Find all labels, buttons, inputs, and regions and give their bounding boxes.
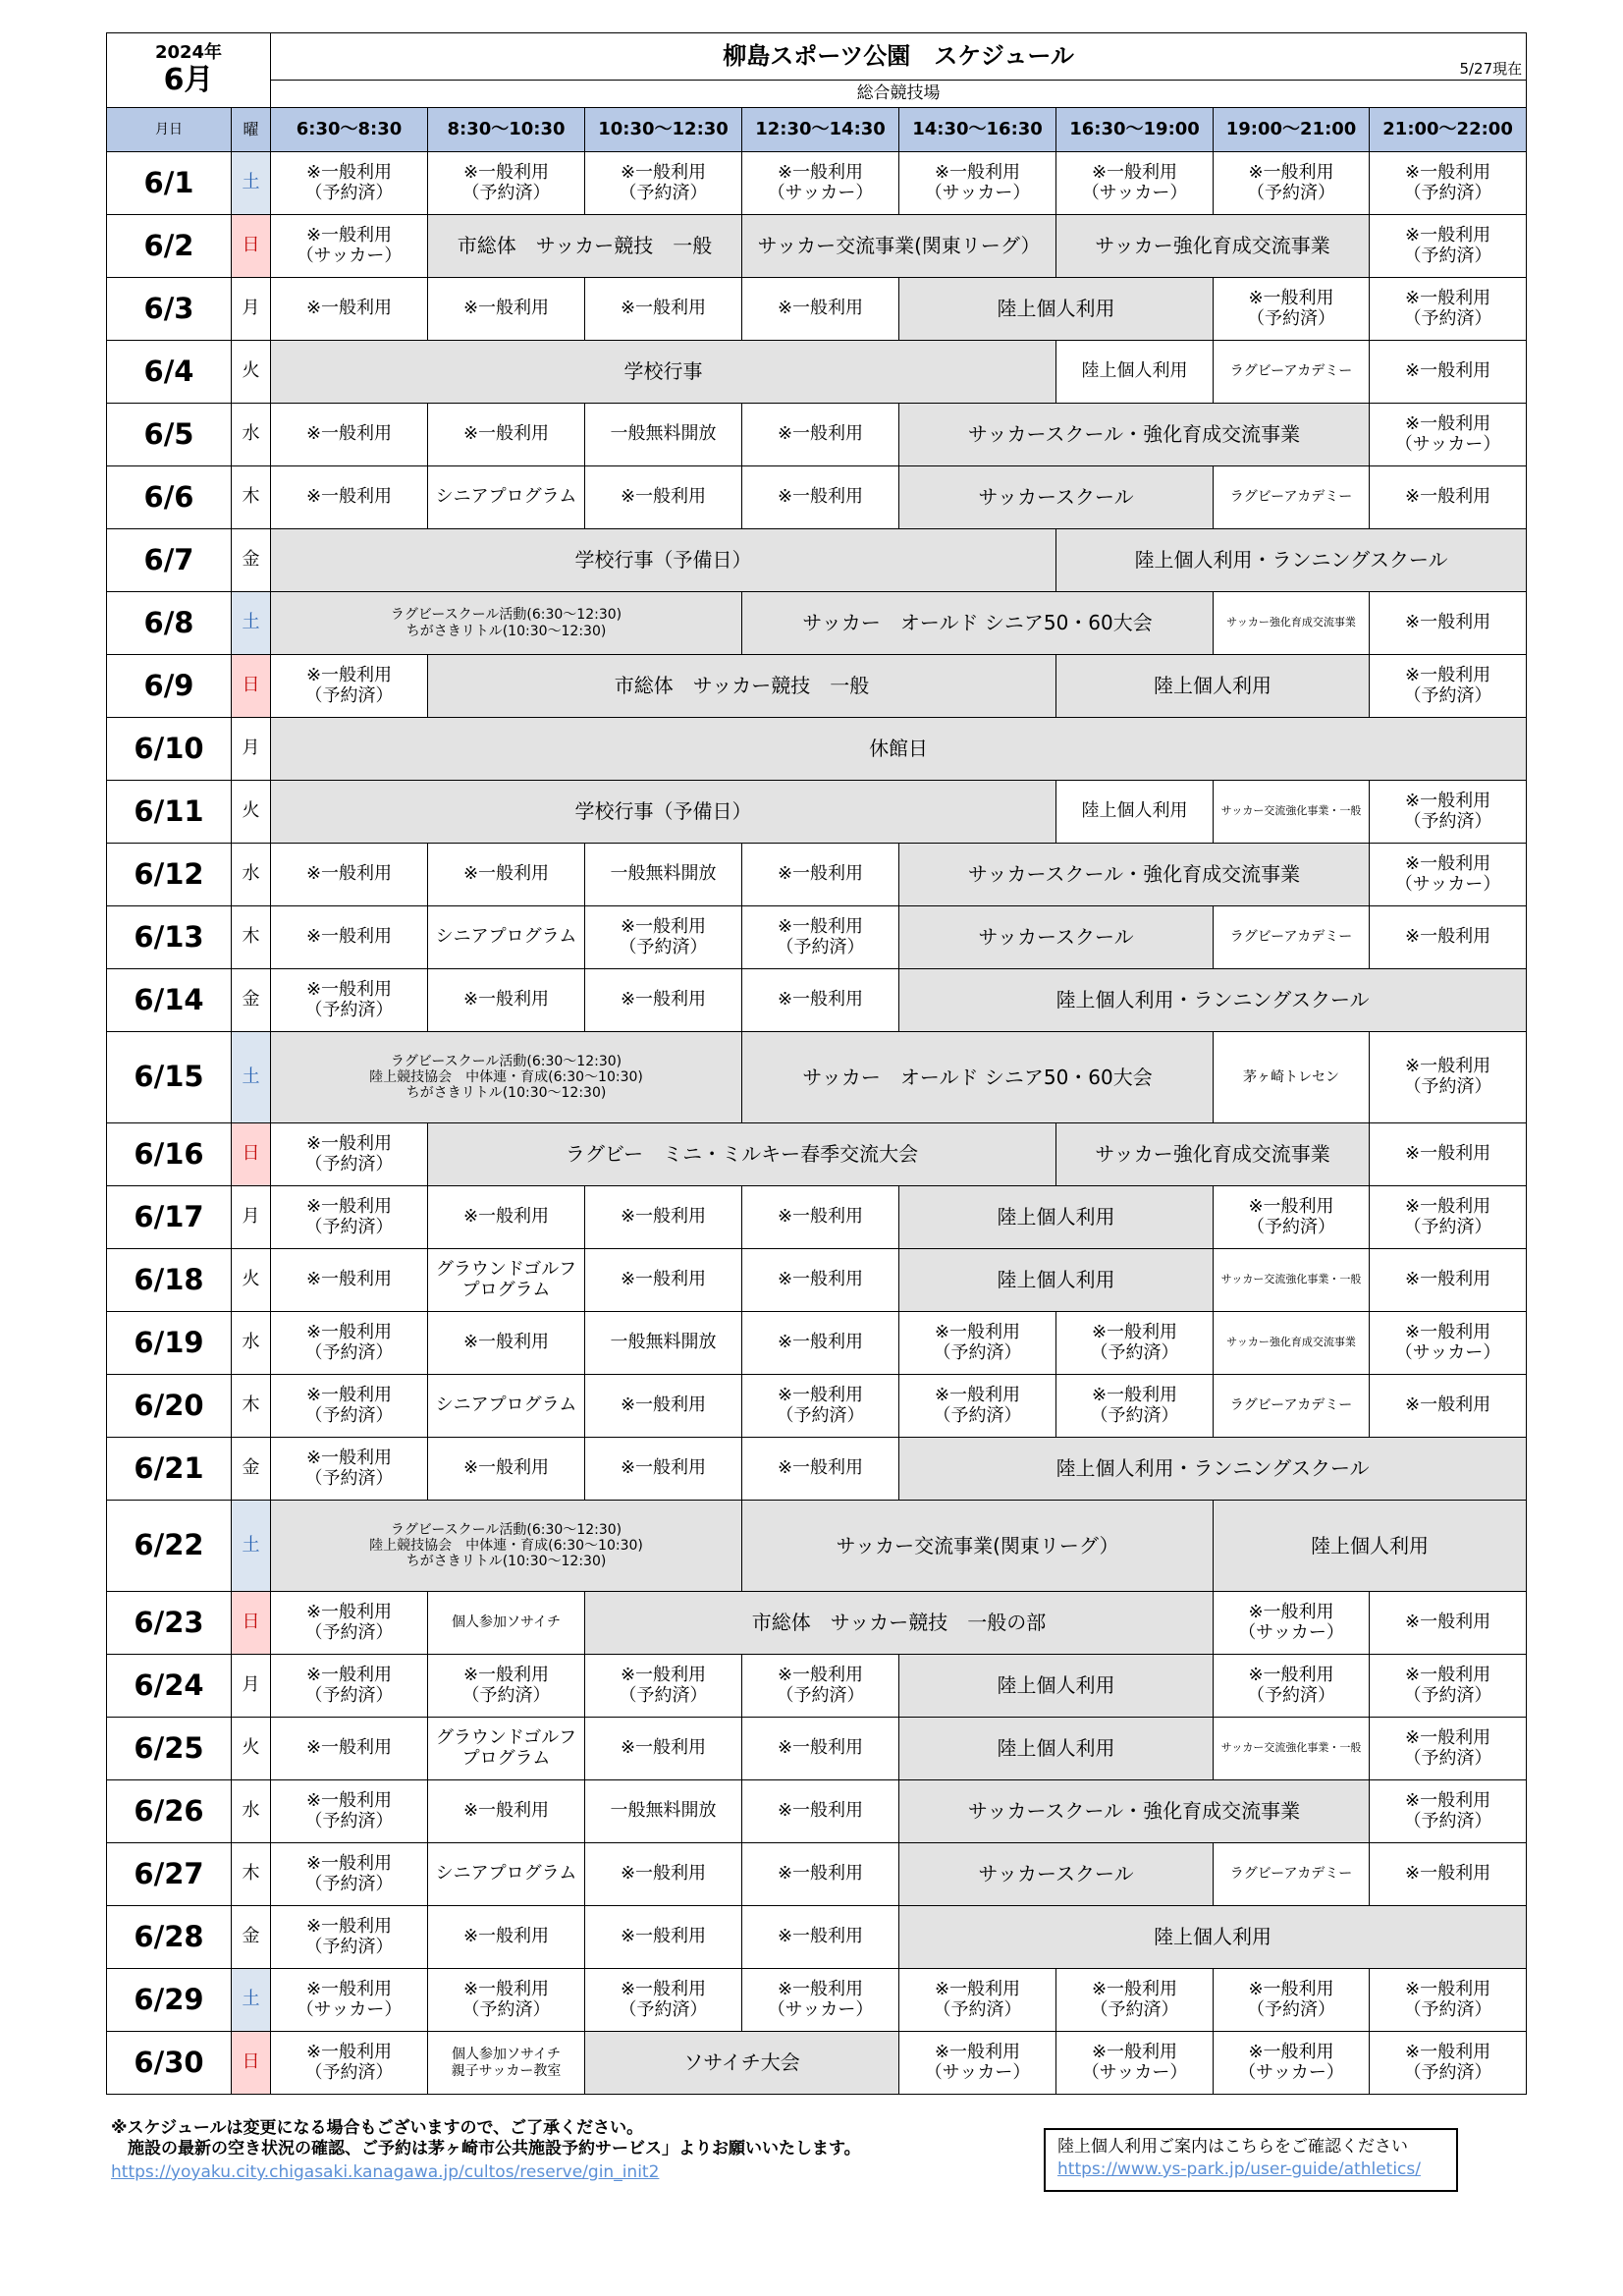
schedule-cell: 一般無料開放 bbox=[585, 404, 742, 466]
schedule-cell: ※一般利用 （予約済） bbox=[585, 1655, 742, 1718]
schedule-cell: ※一般利用 bbox=[271, 1718, 428, 1780]
schedule-cell: ※一般利用 （予約済） bbox=[899, 1969, 1056, 2032]
schedule-cell: ラグビーアカデミー bbox=[1214, 341, 1370, 404]
schedule-cell: 陸上個人利用 bbox=[1056, 781, 1214, 844]
table-row bbox=[107, 1123, 1527, 1186]
schedule-cell: グラウンドゴルフ プログラム bbox=[428, 1718, 585, 1780]
schedule-cell: サッカースクール・強化育成交流事業 bbox=[899, 404, 1370, 466]
schedule-cell: ※一般利用 bbox=[585, 969, 742, 1032]
row-weekday: 月 bbox=[232, 1655, 271, 1718]
footer-note-line: 施設の最新の空き状況の確認、ご予約は茅ヶ崎市公共施設予約サービス」よりお願いいたします。 bbox=[111, 2139, 861, 2159]
schedule-cell: 陸上個人利用・ランニングスクール bbox=[899, 1438, 1527, 1501]
schedule-cell: ※一般利用 bbox=[585, 1249, 742, 1312]
schedule-cell: ※一般利用 （予約済） bbox=[1370, 1969, 1527, 2032]
schedule-cell: サッカー強化育成交流事業 bbox=[1056, 215, 1370, 278]
row-date: 6/12 bbox=[107, 844, 232, 906]
schedule-cell: ※一般利用 （予約済） bbox=[271, 1312, 428, 1375]
schedule-cell: 陸上個人利用 bbox=[1056, 655, 1370, 718]
schedule-cell: ※一般利用 （予約済） bbox=[271, 1375, 428, 1438]
schedule-cell: 陸上個人利用 bbox=[899, 1655, 1214, 1718]
schedule-cell: ※一般利用 （予約済） bbox=[1056, 1312, 1214, 1375]
schedule-cell: ※一般利用 bbox=[742, 1906, 899, 1969]
row-weekday: 日 bbox=[232, 2032, 271, 2095]
schedule-table bbox=[106, 32, 1527, 2095]
row-weekday: 土 bbox=[232, 592, 271, 655]
schedule-cell: サッカースクール bbox=[899, 1843, 1214, 1906]
schedule-cell: ※一般利用 （予約済） bbox=[1370, 1655, 1527, 1718]
schedule-cell: 一般無料開放 bbox=[585, 1312, 742, 1375]
reservation-link[interactable]: https://yoyaku.city.chigasaki.kanagawa.jp/cultos/reserve/gin_init2 bbox=[111, 2162, 660, 2182]
schedule-cell: 陸上個人利用 bbox=[899, 1249, 1214, 1312]
schedule-cell: ※一般利用 bbox=[271, 466, 428, 529]
schedule-cell: ※一般利用 bbox=[742, 1186, 899, 1249]
schedule-cell: ※一般利用 （予約済） bbox=[742, 1655, 899, 1718]
row-weekday: 土 bbox=[232, 1969, 271, 2032]
schedule-cell: ※一般利用 （予約済） bbox=[271, 2032, 428, 2095]
table-row bbox=[107, 1906, 1527, 1969]
schedule-cell: ※一般利用 bbox=[585, 1906, 742, 1969]
schedule-cell: ラグビーアカデミー bbox=[1214, 1375, 1370, 1438]
schedule-cell: ※一般利用 （サッカー） bbox=[742, 1969, 899, 2032]
schedule-cell: ※一般利用 （予約済） bbox=[271, 1592, 428, 1655]
row-weekday: 土 bbox=[232, 1501, 271, 1592]
row-weekday: 月 bbox=[232, 718, 271, 781]
row-weekday: 金 bbox=[232, 529, 271, 592]
schedule-cell: サッカー強化育成交流事業 bbox=[1056, 1123, 1370, 1186]
schedule-cell: ※一般利用 （予約済） bbox=[585, 152, 742, 215]
schedule-cell: ※一般利用 bbox=[428, 1186, 585, 1249]
slot-header: 10:30～12:30 bbox=[585, 108, 742, 152]
row-weekday: 火 bbox=[232, 341, 271, 404]
schedule-cell: ※一般利用 （サッカー） bbox=[271, 1969, 428, 2032]
schedule-cell: ※一般利用 bbox=[428, 1438, 585, 1501]
table-row bbox=[107, 1780, 1527, 1843]
table-row bbox=[107, 1186, 1527, 1249]
schedule-cell: 休館日 bbox=[271, 718, 1527, 781]
schedule-cell: ※一般利用 （予約済） bbox=[271, 1780, 428, 1843]
row-date: 6/24 bbox=[107, 1655, 232, 1718]
schedule-cell: ※一般利用 （サッカー） bbox=[1056, 2032, 1214, 2095]
schedule-cell: ラグビー ミニ・ミルキー春季交流大会 bbox=[428, 1123, 1056, 1186]
table-row bbox=[107, 1592, 1527, 1655]
row-weekday: 日 bbox=[232, 1592, 271, 1655]
row-weekday: 木 bbox=[232, 1843, 271, 1906]
schedule-cell: 一般無料開放 bbox=[585, 844, 742, 906]
schedule-cell: ※一般利用 （予約済） bbox=[1370, 278, 1527, 341]
schedule-cell: ※一般利用 bbox=[742, 1312, 899, 1375]
schedule-cell: ※一般利用 （予約済） bbox=[1370, 781, 1527, 844]
row-date: 6/11 bbox=[107, 781, 232, 844]
schedule-cell: ※一般利用 （予約済） bbox=[428, 1655, 585, 1718]
schedule-cell: 陸上個人利用 bbox=[1056, 341, 1214, 404]
schedule-cell: ※一般利用 bbox=[742, 844, 899, 906]
table-row bbox=[107, 1501, 1527, 1592]
date-column-header: 月日 bbox=[107, 108, 232, 152]
schedule-cell: ※一般利用 （サッカー） bbox=[899, 152, 1056, 215]
as-of-date: 5/27現在 bbox=[1459, 59, 1523, 78]
row-weekday: 金 bbox=[232, 1438, 271, 1501]
weekday-column-header: 曜 bbox=[232, 108, 271, 152]
schedule-cell: ※一般利用 bbox=[428, 278, 585, 341]
row-weekday: 土 bbox=[232, 1032, 271, 1123]
schedule-cell: 市総体 サッカー競技 一般 bbox=[428, 215, 742, 278]
schedule-cell: ※一般利用 bbox=[271, 906, 428, 969]
schedule-cell: ※一般利用 bbox=[585, 1438, 742, 1501]
row-date: 6/7 bbox=[107, 529, 232, 592]
row-weekday: 木 bbox=[232, 466, 271, 529]
schedule-cell: ※一般利用 （予約済） bbox=[271, 1906, 428, 1969]
schedule-cell: サッカー オールド シニア50・60大会 bbox=[742, 1032, 1214, 1123]
year-month-cell bbox=[107, 33, 271, 108]
row-date: 6/9 bbox=[107, 655, 232, 718]
schedule-cell: サッカースクール bbox=[899, 466, 1214, 529]
schedule-cell: ※一般利用 bbox=[428, 969, 585, 1032]
page-title: 柳島スポーツ公園 スケジュール bbox=[723, 41, 1074, 70]
schedule-cell: サッカー交流強化事業・一般 bbox=[1214, 1718, 1370, 1780]
table-row bbox=[107, 1032, 1527, 1123]
schedule-cell: ※一般利用 （サッカー） bbox=[1370, 844, 1527, 906]
footer-note-line: ※スケジュールは変更になる場合もございますので、ご了承ください。 bbox=[111, 2118, 644, 2138]
schedule-cell: ※一般利用 bbox=[742, 1718, 899, 1780]
row-date: 6/5 bbox=[107, 404, 232, 466]
schedule-cell: ※一般利用 bbox=[1370, 906, 1527, 969]
schedule-cell: ※一般利用 （予約済） bbox=[271, 1843, 428, 1906]
table-row bbox=[107, 1969, 1527, 2032]
schedule-cell: ※一般利用 bbox=[742, 1249, 899, 1312]
row-date: 6/19 bbox=[107, 1312, 232, 1375]
schedule-cell: サッカー交流強化事業・一般 bbox=[1214, 1249, 1370, 1312]
row-weekday: 水 bbox=[232, 1780, 271, 1843]
schedule-cell: ※一般利用 bbox=[428, 404, 585, 466]
schedule-cell: サッカー交流事業(関東リーグ） bbox=[742, 215, 1056, 278]
schedule-cell: ※一般利用 （予約済） bbox=[271, 655, 428, 718]
table-row bbox=[107, 1375, 1527, 1438]
schedule-cell: ※一般利用 bbox=[585, 1186, 742, 1249]
row-weekday: 木 bbox=[232, 1375, 271, 1438]
row-weekday: 水 bbox=[232, 1312, 271, 1375]
schedule-cell: サッカー オールド シニア50・60大会 bbox=[742, 592, 1214, 655]
schedule-sheet bbox=[106, 32, 1526, 2095]
schedule-cell: ※一般利用 bbox=[1370, 592, 1527, 655]
athletics-info-box bbox=[1044, 2128, 1458, 2192]
schedule-cell: ※一般利用 （予約済） bbox=[899, 1312, 1056, 1375]
schedule-cell: ※一般利用 （サッカー） bbox=[742, 152, 899, 215]
schedule-cell: ※一般利用 （予約済） bbox=[1370, 655, 1527, 718]
table-row bbox=[107, 592, 1527, 655]
schedule-cell: 市総体 サッカー競技 一般 bbox=[428, 655, 1056, 718]
schedule-cell: ※一般利用 （予約済） bbox=[899, 1375, 1056, 1438]
schedule-cell: ※一般利用 （予約済） bbox=[742, 1375, 899, 1438]
row-weekday: 日 bbox=[232, 655, 271, 718]
schedule-cell: ※一般利用 （予約済） bbox=[271, 969, 428, 1032]
schedule-cell: ※一般利用 （予約済） bbox=[1370, 1718, 1527, 1780]
row-date: 6/14 bbox=[107, 969, 232, 1032]
schedule-cell: ラグビーアカデミー bbox=[1214, 1843, 1370, 1906]
schedule-cell: ※一般利用 bbox=[585, 1843, 742, 1906]
table-row bbox=[107, 278, 1527, 341]
table-row bbox=[107, 781, 1527, 844]
table-row bbox=[107, 404, 1527, 466]
row-date: 6/27 bbox=[107, 1843, 232, 1906]
row-date: 6/23 bbox=[107, 1592, 232, 1655]
schedule-cell: ※一般利用 （予約済） bbox=[271, 1186, 428, 1249]
schedule-cell: 陸上個人利用 bbox=[899, 1186, 1214, 1249]
row-weekday: 火 bbox=[232, 781, 271, 844]
row-date: 6/20 bbox=[107, 1375, 232, 1438]
title-cell bbox=[271, 33, 1527, 81]
row-weekday: 水 bbox=[232, 404, 271, 466]
schedule-cell: 陸上個人利用 bbox=[1214, 1501, 1527, 1592]
table-row bbox=[107, 906, 1527, 969]
schedule-cell: ラグビースクール活動(6:30～12:30) ちがさきリトル(10:30～12:30) bbox=[271, 592, 742, 655]
row-weekday: 火 bbox=[232, 1249, 271, 1312]
schedule-cell: ※一般利用 bbox=[1370, 1592, 1527, 1655]
schedule-cell: グラウンドゴルフ プログラム bbox=[428, 1249, 585, 1312]
schedule-cell: ※一般利用 （予約済） bbox=[1370, 152, 1527, 215]
table-row bbox=[107, 844, 1527, 906]
schedule-cell: 学校行事（予備日） bbox=[271, 781, 1056, 844]
row-date: 6/15 bbox=[107, 1032, 232, 1123]
row-weekday: 日 bbox=[232, 215, 271, 278]
row-date: 6/16 bbox=[107, 1123, 232, 1186]
row-date: 6/29 bbox=[107, 1969, 232, 2032]
schedule-cell: ※一般利用 （サッカー） bbox=[1370, 404, 1527, 466]
schedule-cell: 個人参加ソサイチ bbox=[428, 1592, 585, 1655]
schedule-cell: シニアプログラム bbox=[428, 1843, 585, 1906]
schedule-cell: 一般無料開放 bbox=[585, 1780, 742, 1843]
schedule-cell: ※一般利用 （予約済） bbox=[1056, 1969, 1214, 2032]
schedule-cell: ※一般利用 （サッカー） bbox=[1370, 1312, 1527, 1375]
info-title: 陸上個人利用ご案内はこちらをご確認ください bbox=[1057, 2137, 1408, 2157]
slot-header: 19:00～21:00 bbox=[1214, 108, 1370, 152]
schedule-cell: 陸上個人利用 bbox=[899, 1906, 1527, 1969]
schedule-cell: ※一般利用 bbox=[271, 844, 428, 906]
schedule-cell: シニアプログラム bbox=[428, 1375, 585, 1438]
table-row bbox=[107, 466, 1527, 529]
row-date: 6/28 bbox=[107, 1906, 232, 1969]
schedule-cell: シニアプログラム bbox=[428, 906, 585, 969]
schedule-cell: サッカースクール bbox=[899, 906, 1214, 969]
schedule-cell: ソサイチ大会 bbox=[585, 2032, 899, 2095]
table-row bbox=[107, 152, 1527, 215]
schedule-cell: ※一般利用 （予約済） bbox=[585, 1969, 742, 2032]
schedule-cell: ※一般利用 bbox=[1370, 1843, 1527, 1906]
schedule-cell: 陸上個人利用・ランニングスクール bbox=[899, 969, 1527, 1032]
row-weekday: 日 bbox=[232, 1123, 271, 1186]
schedule-cell: ※一般利用 bbox=[428, 1312, 585, 1375]
schedule-cell: ※一般利用 （予約済） bbox=[1056, 1375, 1214, 1438]
slot-header: 6:30～8:30 bbox=[271, 108, 428, 152]
row-date: 6/2 bbox=[107, 215, 232, 278]
schedule-cell: ※一般利用 bbox=[271, 404, 428, 466]
table-row bbox=[107, 2032, 1527, 2095]
table-row bbox=[107, 655, 1527, 718]
table-row bbox=[107, 718, 1527, 781]
schedule-cell: ※一般利用 （予約済） bbox=[1214, 1655, 1370, 1718]
row-weekday: 火 bbox=[232, 1718, 271, 1780]
schedule-cell: ※一般利用 bbox=[1370, 1123, 1527, 1186]
schedule-cell: 陸上個人利用 bbox=[899, 278, 1214, 341]
row-weekday: 木 bbox=[232, 906, 271, 969]
table-row bbox=[107, 529, 1527, 592]
schedule-cell: ※一般利用 （予約済） bbox=[271, 1123, 428, 1186]
row-date: 6/4 bbox=[107, 341, 232, 404]
schedule-cell: ※一般利用 （サッカー） bbox=[271, 215, 428, 278]
schedule-cell: ※一般利用 bbox=[271, 1249, 428, 1312]
schedule-cell: ※一般利用 bbox=[1370, 1375, 1527, 1438]
table-row bbox=[107, 969, 1527, 1032]
schedule-cell: 陸上個人利用 bbox=[899, 1718, 1214, 1780]
table-row bbox=[107, 1718, 1527, 1780]
schedule-cell: ※一般利用 bbox=[742, 278, 899, 341]
row-date: 6/10 bbox=[107, 718, 232, 781]
schedule-cell: ※一般利用 （予約済） bbox=[742, 906, 899, 969]
schedule-cell: ※一般利用 bbox=[585, 466, 742, 529]
schedule-cell: 学校行事 bbox=[271, 341, 1056, 404]
schedule-cell: ※一般利用 （予約済） bbox=[1214, 152, 1370, 215]
schedule-cell: 陸上個人利用・ランニングスクール bbox=[1056, 529, 1527, 592]
schedule-cell: サッカースクール・強化育成交流事業 bbox=[899, 1780, 1370, 1843]
schedule-cell: ※一般利用 bbox=[428, 844, 585, 906]
venue-label: 総合競技場 bbox=[271, 81, 1527, 108]
row-weekday: 水 bbox=[232, 844, 271, 906]
schedule-cell: ※一般利用 （予約済） bbox=[428, 1969, 585, 2032]
schedule-cell: ラグビースクール活動(6:30～12:30) 陸上競技協会 中体連・育成(6:30～10:30) ちがさきリトル(10:30～12:30) bbox=[271, 1501, 742, 1592]
footer-note bbox=[111, 2118, 861, 2160]
row-date: 6/21 bbox=[107, 1438, 232, 1501]
schedule-cell: サッカー強化育成交流事業 bbox=[1214, 1312, 1370, 1375]
row-date: 6/25 bbox=[107, 1718, 232, 1780]
schedule-cell: ※一般利用 bbox=[742, 466, 899, 529]
schedule-cell: ※一般利用 （予約済） bbox=[1370, 1032, 1527, 1123]
slot-header: 14:30～16:30 bbox=[899, 108, 1056, 152]
schedule-cell: ※一般利用 （サッカー） bbox=[1056, 152, 1214, 215]
schedule-cell: ※一般利用 （予約済） bbox=[1370, 1780, 1527, 1843]
row-weekday: 金 bbox=[232, 969, 271, 1032]
table-row bbox=[107, 1843, 1527, 1906]
schedule-cell: ※一般利用 bbox=[742, 1843, 899, 1906]
row-date: 6/1 bbox=[107, 152, 232, 215]
schedule-cell: 学校行事（予備日） bbox=[271, 529, 1056, 592]
schedule-cell: ※一般利用 （サッカー） bbox=[1214, 2032, 1370, 2095]
row-date: 6/22 bbox=[107, 1501, 232, 1592]
schedule-cell: ※一般利用 （予約済） bbox=[585, 906, 742, 969]
schedule-cell: ラグビーアカデミー bbox=[1214, 906, 1370, 969]
schedule-cell: ※一般利用 （サッカー） bbox=[1214, 1592, 1370, 1655]
schedule-cell: ※一般利用 bbox=[428, 1906, 585, 1969]
row-date: 6/18 bbox=[107, 1249, 232, 1312]
month-label: 6月 bbox=[163, 62, 214, 97]
schedule-cell: サッカースクール・強化育成交流事業 bbox=[899, 844, 1370, 906]
schedule-cell: シニアプログラム bbox=[428, 466, 585, 529]
schedule-cell: ※一般利用 （予約済） bbox=[428, 152, 585, 215]
slot-header: 21:00～22:00 bbox=[1370, 108, 1527, 152]
schedule-cell: 茅ヶ崎トレセン bbox=[1214, 1032, 1370, 1123]
schedule-cell: ※一般利用 （予約済） bbox=[271, 1438, 428, 1501]
row-date: 6/26 bbox=[107, 1780, 232, 1843]
table-row bbox=[107, 215, 1527, 278]
table-row bbox=[107, 341, 1527, 404]
table-row bbox=[107, 1438, 1527, 1501]
year-label: 2024年 bbox=[154, 41, 223, 63]
schedule-cell: ※一般利用 （予約済） bbox=[1214, 1186, 1370, 1249]
schedule-cell: ※一般利用 bbox=[585, 1718, 742, 1780]
schedule-cell: サッカー交流強化事業・一般 bbox=[1214, 781, 1370, 844]
schedule-cell: ※一般利用 （予約済） bbox=[1214, 278, 1370, 341]
schedule-cell: ※一般利用 bbox=[271, 278, 428, 341]
schedule-cell: ※一般利用 （予約済） bbox=[271, 152, 428, 215]
schedule-cell: ※一般利用 bbox=[742, 969, 899, 1032]
slot-header: 16:30～19:00 bbox=[1056, 108, 1214, 152]
row-weekday: 土 bbox=[232, 152, 271, 215]
slot-header: 8:30～10:30 bbox=[428, 108, 585, 152]
schedule-cell: ※一般利用 （予約済） bbox=[1370, 215, 1527, 278]
schedule-cell: ※一般利用 bbox=[585, 1375, 742, 1438]
schedule-cell: ※一般利用 （予約済） bbox=[1370, 1186, 1527, 1249]
slot-header: 12:30～14:30 bbox=[742, 108, 899, 152]
table-row bbox=[107, 1655, 1527, 1718]
row-date: 6/13 bbox=[107, 906, 232, 969]
row-date: 6/17 bbox=[107, 1186, 232, 1249]
column-header-row bbox=[107, 108, 1527, 152]
row-date: 6/6 bbox=[107, 466, 232, 529]
row-weekday: 月 bbox=[232, 1186, 271, 1249]
row-date: 6/8 bbox=[107, 592, 232, 655]
schedule-cell: ※一般利用 bbox=[1370, 1249, 1527, 1312]
schedule-cell: ※一般利用 bbox=[585, 278, 742, 341]
schedule-cell: サッカー強化育成交流事業 bbox=[1214, 592, 1370, 655]
row-date: 6/30 bbox=[107, 2032, 232, 2095]
table-row bbox=[107, 1249, 1527, 1312]
row-date: 6/3 bbox=[107, 278, 232, 341]
schedule-cell: ラグビースクール活動(6:30～12:30) 陸上競技協会 中体連・育成(6:30～10:30) ちがさきリトル(10:30～12:30) bbox=[271, 1032, 742, 1123]
schedule-cell: ※一般利用 （予約済） bbox=[1214, 1969, 1370, 2032]
row-weekday: 金 bbox=[232, 1906, 271, 1969]
schedule-cell: ※一般利用 （予約済） bbox=[271, 1655, 428, 1718]
row-weekday: 月 bbox=[232, 278, 271, 341]
schedule-cell: 市総体 サッカー競技 一般の部 bbox=[585, 1592, 1214, 1655]
schedule-cell: ※一般利用 bbox=[1370, 341, 1527, 404]
schedule-cell: ※一般利用 bbox=[742, 1780, 899, 1843]
schedule-cell: 個人参加ソサイチ 親子サッカー教室 bbox=[428, 2032, 585, 2095]
table-row bbox=[107, 1312, 1527, 1375]
schedule-cell: ※一般利用 （予約済） bbox=[1370, 2032, 1527, 2095]
schedule-cell: ※一般利用 bbox=[428, 1780, 585, 1843]
schedule-cell: ※一般利用 bbox=[742, 404, 899, 466]
schedule-cell: ※一般利用 bbox=[1370, 466, 1527, 529]
schedule-cell: ※一般利用 bbox=[742, 1438, 899, 1501]
schedule-cell: ラグビーアカデミー bbox=[1214, 466, 1370, 529]
athletics-info-link[interactable]: https://www.ys-park.jp/user-guide/athletics/ bbox=[1057, 2159, 1421, 2179]
schedule-cell: サッカー交流事業(関東リーグ） bbox=[742, 1501, 1214, 1592]
schedule-cell: ※一般利用 （サッカー） bbox=[899, 2032, 1056, 2095]
